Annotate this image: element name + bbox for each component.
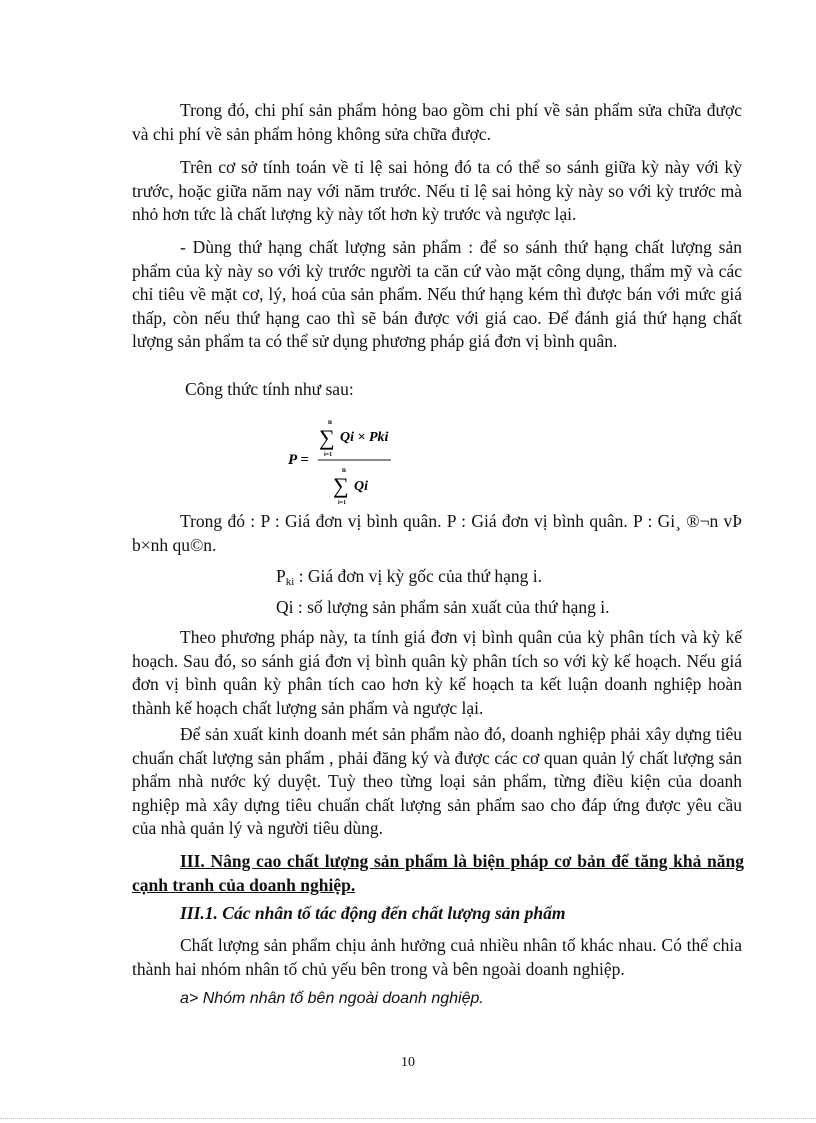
- paragraph-standards: Để sản xuất kinh doanh mét sản phẩm nào đó, doanh nghiệp phải xây dựng tiêu chuẩn chất lượng sản phẩm , phải đăng ký và được các cơ quan quản lý chất lượng sản phẩm nhà nước ký duyệt. Tuỳ theo từng loại sản phẩm, từng điều kiện của doanh nghiệp mà xây dựng tiêu chuẩn chất lượng sản phẩm sao cho đáp ứng được yêu cầu của nhà quản lý và người tiêu dùng.: [132, 724, 742, 838]
- subsection-heading-iii-1: III.1. Các nhân tố tác động đến chất lượng sản phẩm: [180, 903, 566, 923]
- paragraph-quality-grade: - Dùng thứ hạng chất lượng sản phẩm : để so sánh thứ hạng chất lượng sản phẩm của kỳ này so với kỳ trước người ta căn cứ vào mặt công dụng, thẩm mỹ và các chỉ tiêu về mặt cơ, lý, hoá của sản phẩm. Nếu thứ hạng kém thì được bán với mức giá thấp, còn nếu thứ hạng cao thì sẽ bán được với giá cao. Để đánh giá thứ hạng chất lượng sản phẩm ta có thể sử dụng phương pháp giá đơn vị bình quân.: [132, 237, 742, 351]
- formula-lower-i-bottom: i=1: [338, 500, 347, 506]
- paragraph-defect-rate-compare: Trên cơ sở tính toán về tỉ lệ sai hỏng đó ta có thể so sánh giữa kỳ này với kỳ trước, hoặc giữa năm nay với năm trước. Nếu tỉ lệ sai hỏng kỳ này so với kỳ trước mà nhỏ hơn tức là chất lượng kỳ này tốt hơn kỳ trước và ngược lại.: [132, 157, 742, 224]
- paragraph-method: Theo phương pháp này, ta tính giá đơn vị bình quân của kỳ phân tích và kỳ kế hoạch. Sau đó, so sánh giá đơn vị bình quân kỳ phân tích so với kỳ kế hoạch. Nếu giá đơn vị bình quân kỳ phân tích cao hơn kỳ kế hoạch ta kết luận doanh nghiệp hoàn thành kế hoạch chất lượng sản phẩm và ngược lại.: [132, 627, 742, 718]
- paragraph-where-qi: Qi : số lượng sản phẩm sản xuất của thứ hạng i.: [276, 597, 610, 617]
- page-number: 10: [401, 1055, 415, 1070]
- paragraph-where-p: Trong đó : P : Giá đơn vị bình quân. P : Giá đơn vị bình quân. P : Gi¸ ®¬n vÞ b×nh qu©n.: [132, 511, 742, 555]
- average-price-formula: [285, 412, 425, 508]
- formula-upper-n-bottom: n: [342, 466, 346, 474]
- formula-upper-n: n: [328, 418, 332, 426]
- formula-sigma-bottom: ∑: [333, 473, 349, 498]
- paragraph-factors: Chất lượng sản phẩm chịu ảnh hưởng cuả nhiều nhân tố khác nhau. Có thể chia thành hai nhóm nhân tố chủ yếu bên trong và bên ngoài doanh nghiệp.: [132, 935, 742, 979]
- paragraph-defect-cost: Trong đó, chi phí sản phẩm hỏng bao gồm chi phí về sản phẩm sửa chữa được và chi phí về sản phẩm hỏng không sửa chữa được.: [132, 100, 742, 144]
- formula-sigma-top: ∑: [319, 425, 335, 450]
- formula-numerator: Qi × Pki: [340, 430, 389, 445]
- section-heading-iii: III. Nâng cao chất lượng sản phẩm là biện pháp cơ bản để tăng khả năng cạnh tranh của doanh nghiệp.: [132, 851, 744, 895]
- formula-denominator: Qi: [354, 479, 368, 494]
- paragraph-formula-intro: Công thức tính như sau:: [185, 379, 354, 399]
- paragraph-where-pki: $P_{ki}$ : Giá đơn vị kỳ gốc của thứ hạng i.: [276, 566, 542, 588]
- formula-lower-i: i=1: [324, 452, 333, 458]
- subsection-external-factors: a> Nhóm nhân tố bên ngoài doanh nghiệp.: [180, 990, 484, 1007]
- page-bottom-border: [0, 1118, 816, 1119]
- formula-lhs: P =: [288, 452, 309, 468]
